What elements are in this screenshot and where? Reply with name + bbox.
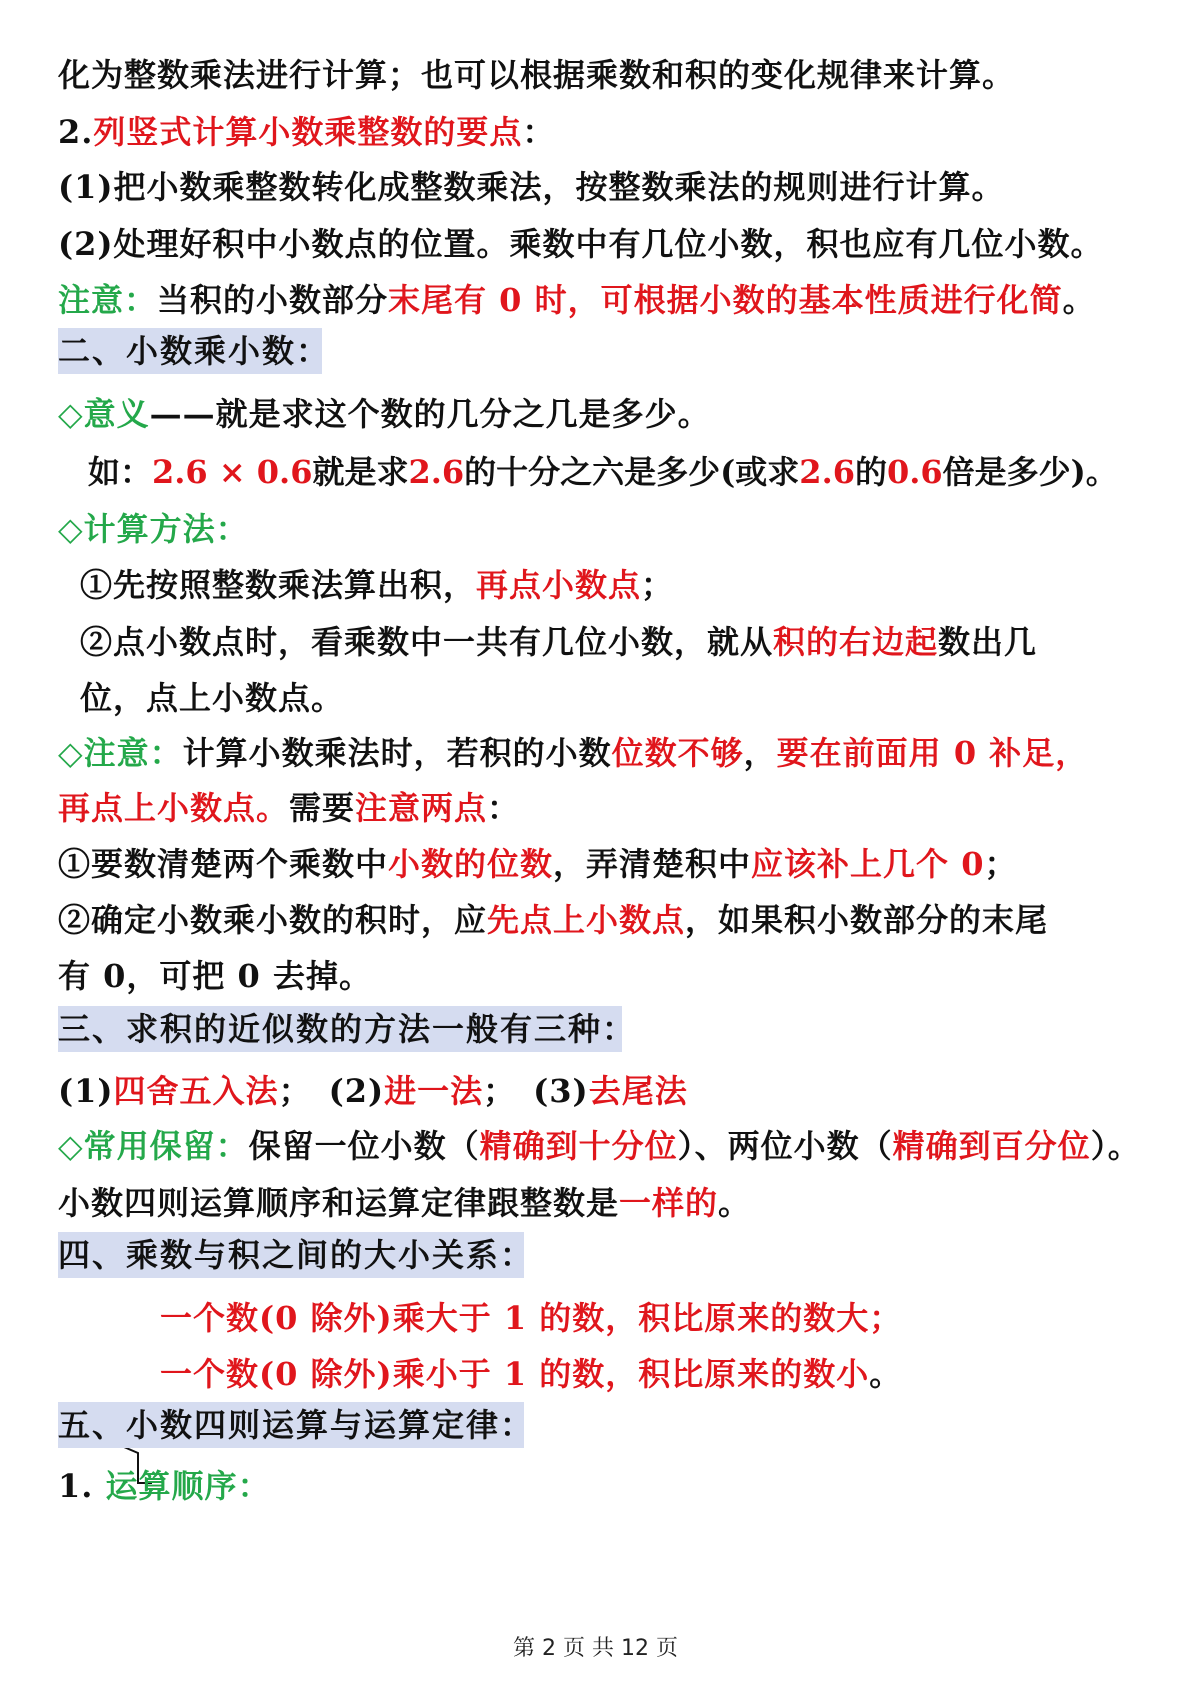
step-end: ； [641, 566, 675, 604]
example-number: 2.6 [408, 453, 465, 491]
order-line [58, 1181, 751, 1225]
meaning-text: ——就是求这个数的几分之几是多少。 [149, 395, 711, 433]
point-2 [58, 898, 1048, 942]
note-text: 计算小数乘法时，若积的小数 [182, 734, 612, 772]
step-text: 数出几 [938, 623, 1038, 661]
note-emphasis: 注意两点 [355, 789, 488, 827]
note-2 [58, 731, 1088, 775]
step-text: ②点小数点时，看乘数中一共有几位小数，就从 [80, 623, 774, 661]
example-text: 就是求 [312, 453, 409, 491]
point-title: 列竖式计算小数乘整数的要点 [93, 113, 523, 151]
text-line: 化为整数乘法进行计算；也可以根据乘数和积的变化规律来计算。 [58, 56, 1016, 94]
note-emphasis: 位数不够 [611, 734, 744, 772]
point-emphasis: 先点上小数点 [487, 901, 686, 939]
method-step-2-cont: 位，点上小数点。 [80, 679, 345, 717]
point-1 [58, 842, 1017, 886]
note-1 [58, 278, 1096, 322]
note-end: 。 [1062, 281, 1096, 319]
point-number: 2. [58, 113, 94, 151]
method-name: 进一法 [384, 1072, 484, 1110]
meaning-line [58, 392, 711, 436]
example-number: 2.6 [799, 453, 855, 491]
relation-greater: 一个数(0 除外)乘大于 1 的数，积比原来的数大； [160, 1299, 903, 1337]
method-step-2 [80, 620, 1037, 664]
keep-emphasis: 精确到十分位 [479, 1127, 678, 1165]
approx-methods [58, 1069, 688, 1113]
method-name: 四舍五入法 [113, 1072, 279, 1110]
method-step-1 [80, 563, 674, 607]
point-emphasis: 应该补上几个 0 [751, 845, 985, 883]
method-number: (1) [58, 1072, 114, 1110]
section-heading-4: 四、乘数与积之间的大小关系： [58, 1232, 524, 1278]
section-heading-5: 五、小数四则运算与运算定律： [58, 1402, 524, 1448]
example-text: 的 [854, 453, 887, 491]
order-emphasis: 一样的 [619, 1184, 719, 1222]
method-number: ； (3) [483, 1072, 589, 1110]
step-emphasis: 再点小数点 [476, 566, 642, 604]
point-2-heading [58, 110, 555, 154]
keep-label: 常用保留： [83, 1127, 249, 1165]
example-line [88, 450, 1118, 494]
meaning-label: 意义 [83, 395, 150, 433]
diamond-icon: ◇ [58, 510, 84, 548]
example-text: 的十分之六是多少(或求 [464, 453, 800, 491]
step-text: ①先按照整数乘法算出积， [80, 566, 477, 604]
note-emphasis: 要在前面用 0 补足， [776, 734, 1089, 772]
order-heading [58, 1464, 271, 1508]
order-text: 。 [718, 1184, 752, 1222]
point-text: ，弄清楚积中 [553, 845, 752, 883]
keep-text: 保留一位小数（ [248, 1127, 480, 1165]
point-emphasis: 小数的位数 [388, 845, 554, 883]
point-text: ②确定小数乘小数的积时，应 [58, 901, 488, 939]
point-2-cont: 有 0，可把 0 去掉。 [58, 957, 372, 995]
section-heading-3: 三、求积的近似数的方法一般有三种： [58, 1006, 622, 1052]
method-number: ； (2) [278, 1072, 385, 1110]
note-text: ： [487, 789, 521, 827]
diamond-icon: ◇ [58, 1127, 84, 1165]
method-label: 计算方法： [83, 510, 249, 548]
note-2-cont [58, 786, 520, 830]
common-keep [58, 1124, 1141, 1168]
note-label: 注意： [83, 734, 183, 772]
keep-emphasis: 精确到百分位 [892, 1127, 1091, 1165]
diamond-icon: ◇ [58, 734, 84, 772]
point-text: ①要数清楚两个乘数中 [58, 845, 389, 883]
point-text: ； [984, 845, 1018, 883]
colon: ： [237, 1467, 271, 1505]
diamond-icon: ◇ [58, 395, 84, 433]
page-footer: 第 2 页 共 12 页 [513, 1636, 678, 1661]
example-prefix: 如： [88, 453, 153, 491]
relation-text: 一个数(0 除外)乘小于 1 的数，积比原来的数小 [160, 1355, 870, 1393]
note-text: 当积的小数部分 [157, 281, 389, 319]
keep-text: ）。 [1090, 1127, 1141, 1165]
note-text: ， [743, 734, 777, 772]
method-name: 去尾法 [588, 1072, 688, 1110]
example-text: 倍是多少)。 [942, 453, 1118, 491]
example-number: 0.6 [886, 453, 943, 491]
point-text: ，如果积小数部分的末尾 [685, 901, 1049, 939]
note-label: 注意： [58, 281, 158, 319]
rule-1: (1)把小数乘整数转化成整数乘法，按整数乘法的规则进行计算。 [58, 168, 1005, 206]
relation-end: 。 [869, 1355, 903, 1393]
section-heading-2: 二、小数乘小数： [58, 328, 322, 374]
relation-less [160, 1352, 902, 1396]
colon: ： [522, 113, 556, 151]
order-label: 运算顺序 [105, 1467, 238, 1505]
point-number: 1. [58, 1467, 106, 1505]
rule-2: (2)处理好积中小数点的位置。乘数中有几位小数，积也应有几位小数。 [58, 225, 1104, 263]
note-emphasis: 再点上小数点。 [58, 789, 290, 827]
note-text: 需要 [289, 789, 356, 827]
note-emphasis: 末尾有 0 时，可根据小数的基本性质进行化简 [388, 281, 1063, 319]
step-emphasis: 积的右边起 [773, 623, 939, 661]
example-expression: 2.6 × 0.6 [152, 453, 313, 491]
keep-text: ）、两位小数（ [677, 1127, 893, 1165]
method-heading [58, 507, 249, 551]
order-text: 小数四则运算顺序和运算定律跟整数是 [58, 1184, 620, 1222]
